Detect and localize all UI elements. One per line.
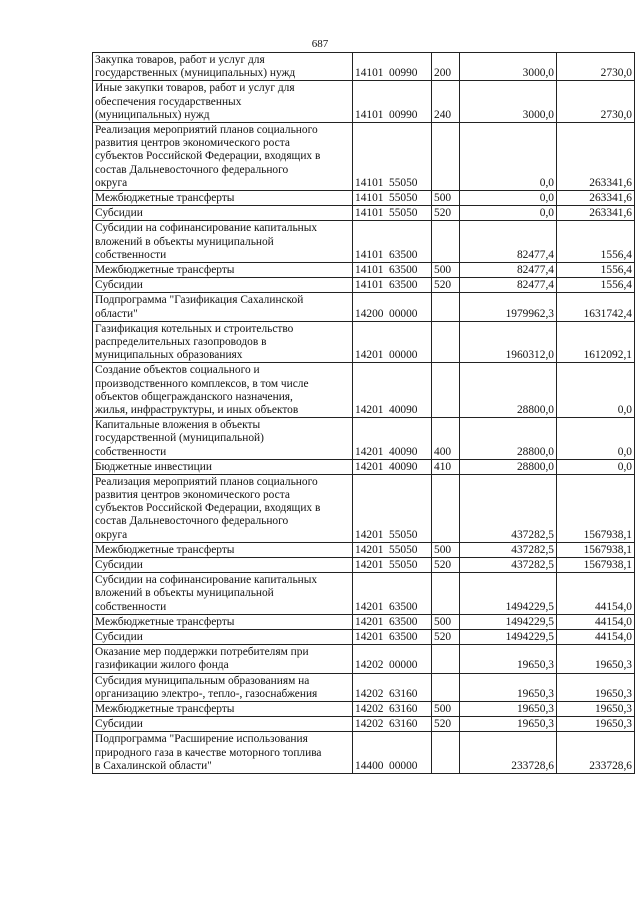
amount-cell-1: 233728,6 [460, 732, 557, 774]
table-row [93, 53, 635, 81]
expense-type-cell: 240 [432, 81, 460, 123]
table-row [93, 206, 635, 221]
program-code: 14202 [355, 659, 384, 672]
table-row [93, 630, 635, 645]
target-article-cell [353, 717, 432, 732]
amount-cell-2: 1567938,1 [557, 542, 635, 557]
table-row [93, 418, 635, 460]
row-name-cell: Оказание мер поддержки потребителям при газификации жилого фонда [93, 645, 353, 673]
program-code: 14101 [355, 279, 384, 292]
program-code: 14202 [355, 703, 384, 715]
table-row [93, 645, 635, 673]
amount-cell-1: 0,0 [460, 122, 557, 190]
direction-code: 55050 [389, 559, 418, 572]
expense-type-cell: 500 [432, 542, 460, 557]
amount-cell-2: 2730,0 [557, 81, 635, 123]
amount-cell-2: 19650,3 [557, 673, 635, 701]
amount-cell-1: 437282,5 [460, 474, 557, 542]
amount-cell-1: 19650,3 [460, 717, 557, 732]
amount-cell-1: 3000,0 [460, 53, 557, 81]
target-article-cell [353, 363, 432, 418]
row-name-cell: Реализация мероприятий планов социального развития центров экономического роста субъектов Российской Федерации, входящих в состав Дальневосточного федерального округа [93, 474, 353, 542]
direction-code: 63160 [389, 718, 418, 731]
row-name-cell: Подпрограмма "Газификация Сахалинской области" [93, 293, 353, 321]
direction-code: 63160 [389, 703, 418, 715]
direction-code: 63500 [389, 615, 418, 628]
row-name-cell: Создание объектов социального и производственного комплексов, в том числе объектов общегражданского назначения, жилья, инфраструктуры, и иных объектов [93, 363, 353, 418]
row-name-cell: Межбюджетные трансферты [93, 614, 353, 629]
target-article-cell [353, 630, 432, 645]
table-row [93, 459, 635, 474]
expense-type-cell [432, 732, 460, 774]
row-name-cell: Межбюджетные трансферты [93, 262, 353, 277]
table-row [93, 122, 635, 190]
program-code: 14101 [355, 176, 384, 189]
amount-cell-1: 82477,4 [460, 221, 557, 263]
target-article-cell [353, 702, 432, 717]
program-code: 14201 [355, 631, 384, 644]
program-code: 14201 [355, 445, 384, 458]
amount-cell-2: 1567938,1 [557, 558, 635, 573]
expense-type-cell [432, 363, 460, 418]
expense-type-cell: 520 [432, 717, 460, 732]
expense-type-cell: 520 [432, 278, 460, 293]
table-row [93, 293, 635, 321]
budget-table [92, 52, 635, 774]
row-name-cell: Субсидии [93, 630, 353, 645]
program-code: 14202 [355, 687, 384, 700]
expense-type-cell: 500 [432, 190, 460, 205]
direction-code: 00990 [389, 67, 418, 80]
amount-cell-1: 28800,0 [460, 459, 557, 474]
amount-cell-2: 1556,4 [557, 221, 635, 263]
row-name-cell: Подпрограмма "Расширение использования природного газа в качестве моторного топлива в Сахалинской области" [93, 732, 353, 774]
table-row [93, 717, 635, 732]
row-name-cell: Бюджетные инвестиции [93, 459, 353, 474]
row-name-cell: Капитальные вложения в объекты государственной (муниципальной) собственности [93, 418, 353, 460]
row-name-cell: Иные закупки товаров, работ и услуг для обеспечения государственных (муниципальных) нужд [93, 81, 353, 123]
table-row [93, 278, 635, 293]
target-article-cell [353, 474, 432, 542]
table-row [93, 190, 635, 205]
expense-type-cell [432, 573, 460, 615]
amount-cell-1: 1960312,0 [460, 321, 557, 363]
amount-cell-1: 19650,3 [460, 645, 557, 673]
amount-cell-2: 19650,3 [557, 702, 635, 717]
direction-code: 63500 [389, 279, 418, 292]
table-row [93, 732, 635, 774]
target-article-cell [353, 122, 432, 190]
target-article-cell [353, 418, 432, 460]
row-name-cell: Субсидии [93, 558, 353, 573]
table-row [93, 363, 635, 418]
direction-code: 55050 [389, 176, 418, 189]
amount-cell-1: 0,0 [460, 206, 557, 221]
target-article-cell [353, 262, 432, 277]
row-name-cell: Субсидия муниципальным образованиям на организацию электро-, тепло-, газоснабжения [93, 673, 353, 701]
direction-code: 40090 [389, 445, 418, 458]
expense-type-cell: 410 [432, 459, 460, 474]
target-article-cell [353, 206, 432, 221]
direction-code: 55050 [389, 543, 418, 556]
amount-cell-2: 44154,0 [557, 630, 635, 645]
row-name-cell: Субсидии на софинансирование капитальных вложений в объекты муниципальной собственности [93, 573, 353, 615]
amount-cell-2: 263341,6 [557, 122, 635, 190]
direction-code: 00000 [389, 759, 418, 772]
program-code: 14101 [355, 108, 384, 121]
row-name-cell: Газификация котельных и строительство распределительных газопроводов в муниципальных образованиях [93, 321, 353, 363]
expense-type-cell [432, 221, 460, 263]
amount-cell-1: 82477,4 [460, 262, 557, 277]
target-article-cell [353, 278, 432, 293]
program-code: 14201 [355, 349, 384, 362]
target-article-cell [353, 573, 432, 615]
amount-cell-2: 1612092,1 [557, 321, 635, 363]
target-article-cell [353, 614, 432, 629]
expense-type-cell: 520 [432, 558, 460, 573]
row-name-cell: Межбюджетные трансферты [93, 542, 353, 557]
expense-type-cell: 400 [432, 418, 460, 460]
program-code: 14201 [355, 615, 384, 628]
program-code: 14201 [355, 543, 384, 556]
amount-cell-2: 1567938,1 [557, 474, 635, 542]
expense-type-cell: 520 [432, 630, 460, 645]
amount-cell-2: 1556,4 [557, 278, 635, 293]
amount-cell-1: 28800,0 [460, 418, 557, 460]
table-row [93, 81, 635, 123]
direction-code: 40090 [389, 403, 418, 416]
expense-type-cell [432, 645, 460, 673]
direction-code: 40090 [389, 460, 418, 473]
expense-type-cell [432, 474, 460, 542]
amount-cell-1: 19650,3 [460, 673, 557, 701]
target-article-cell [353, 732, 432, 774]
amount-cell-2: 44154,0 [557, 614, 635, 629]
program-code: 14101 [355, 207, 384, 220]
amount-cell-2: 0,0 [557, 459, 635, 474]
program-code: 14201 [355, 460, 384, 473]
direction-code: 55050 [389, 191, 418, 204]
direction-code: 63500 [389, 631, 418, 644]
direction-code: 63160 [389, 687, 418, 700]
expense-type-cell: 500 [432, 262, 460, 277]
program-code: 14201 [355, 600, 384, 613]
budget-table-body [93, 53, 635, 774]
program-code: 14101 [355, 263, 384, 276]
expense-type-cell [432, 321, 460, 363]
program-code: 14201 [355, 528, 384, 541]
amount-cell-2: 0,0 [557, 363, 635, 418]
target-article-cell [353, 81, 432, 123]
amount-cell-1: 1494229,5 [460, 630, 557, 645]
target-article-cell [353, 558, 432, 573]
program-code: 14101 [355, 248, 384, 261]
row-name-cell: Закупка товаров, работ и услуг для государственных (муниципальных) нужд [93, 53, 353, 81]
row-name-cell: Реализация мероприятий планов социального развития центров экономического роста субъектов Российской Федерации, входящих в состав Дальневосточного федерального округа [93, 122, 353, 190]
direction-code: 00000 [389, 349, 418, 362]
amount-cell-1: 3000,0 [460, 81, 557, 123]
row-name-cell: Межбюджетные трансферты [93, 190, 353, 205]
expense-type-cell: 200 [432, 53, 460, 81]
amount-cell-1: 1979962,3 [460, 293, 557, 321]
amount-cell-1: 82477,4 [460, 278, 557, 293]
expense-type-cell: 500 [432, 702, 460, 717]
expense-type-cell [432, 122, 460, 190]
expense-type-cell [432, 293, 460, 321]
table-row [93, 221, 635, 263]
program-code: 14201 [355, 559, 384, 572]
direction-code: 63500 [389, 263, 418, 276]
amount-cell-2: 44154,0 [557, 573, 635, 615]
direction-code: 63500 [389, 600, 418, 613]
table-row [93, 614, 635, 629]
amount-cell-2: 233728,6 [557, 732, 635, 774]
program-code: 14202 [355, 718, 384, 731]
target-article-cell [353, 321, 432, 363]
row-name-cell: Субсидии [93, 206, 353, 221]
row-name-cell: Субсидии на софинансирование капитальных вложений в объекты муниципальной собственности [93, 221, 353, 263]
expense-type-cell: 520 [432, 206, 460, 221]
table-row [93, 321, 635, 363]
row-name-cell: Субсидии [93, 717, 353, 732]
amount-cell-1: 437282,5 [460, 542, 557, 557]
target-article-cell [353, 53, 432, 81]
amount-cell-1: 19650,3 [460, 702, 557, 717]
amount-cell-2: 263341,6 [557, 190, 635, 205]
expense-type-cell [432, 673, 460, 701]
amount-cell-1: 1494229,5 [460, 573, 557, 615]
program-code: 14200 [355, 307, 384, 320]
direction-code: 63500 [389, 248, 418, 261]
page-number: 687 [311, 38, 329, 50]
amount-cell-2: 1556,4 [557, 262, 635, 277]
direction-code: 55050 [389, 528, 418, 541]
amount-cell-1: 0,0 [460, 190, 557, 205]
amount-cell-2: 2730,0 [557, 53, 635, 81]
amount-cell-2: 1631742,4 [557, 293, 635, 321]
table-row [93, 702, 635, 717]
table-row [93, 474, 635, 542]
amount-cell-1: 1494229,5 [460, 614, 557, 629]
target-article-cell [353, 542, 432, 557]
target-article-cell [353, 673, 432, 701]
direction-code: 55050 [389, 207, 418, 220]
table-row [93, 558, 635, 573]
table-row [93, 673, 635, 701]
target-article-cell [353, 293, 432, 321]
expense-type-cell: 500 [432, 614, 460, 629]
row-name-cell: Межбюджетные трансферты [93, 702, 353, 717]
target-article-cell [353, 190, 432, 205]
amount-cell-1: 437282,5 [460, 558, 557, 573]
target-article-cell [353, 645, 432, 673]
program-code: 14101 [355, 191, 384, 204]
target-article-cell [353, 221, 432, 263]
table-row [93, 542, 635, 557]
direction-code: 00000 [389, 659, 418, 672]
amount-cell-2: 19650,3 [557, 645, 635, 673]
row-name-cell: Субсидии [93, 278, 353, 293]
table-row [93, 262, 635, 277]
target-article-cell [353, 459, 432, 474]
program-code: 14101 [355, 67, 384, 80]
direction-code: 00990 [389, 108, 418, 121]
table-row [93, 573, 635, 615]
amount-cell-2: 0,0 [557, 418, 635, 460]
direction-code: 00000 [389, 307, 418, 320]
amount-cell-2: 263341,6 [557, 206, 635, 221]
program-code: 14400 [355, 759, 384, 772]
amount-cell-2: 19650,3 [557, 717, 635, 732]
amount-cell-1: 28800,0 [460, 363, 557, 418]
program-code: 14201 [355, 403, 384, 416]
